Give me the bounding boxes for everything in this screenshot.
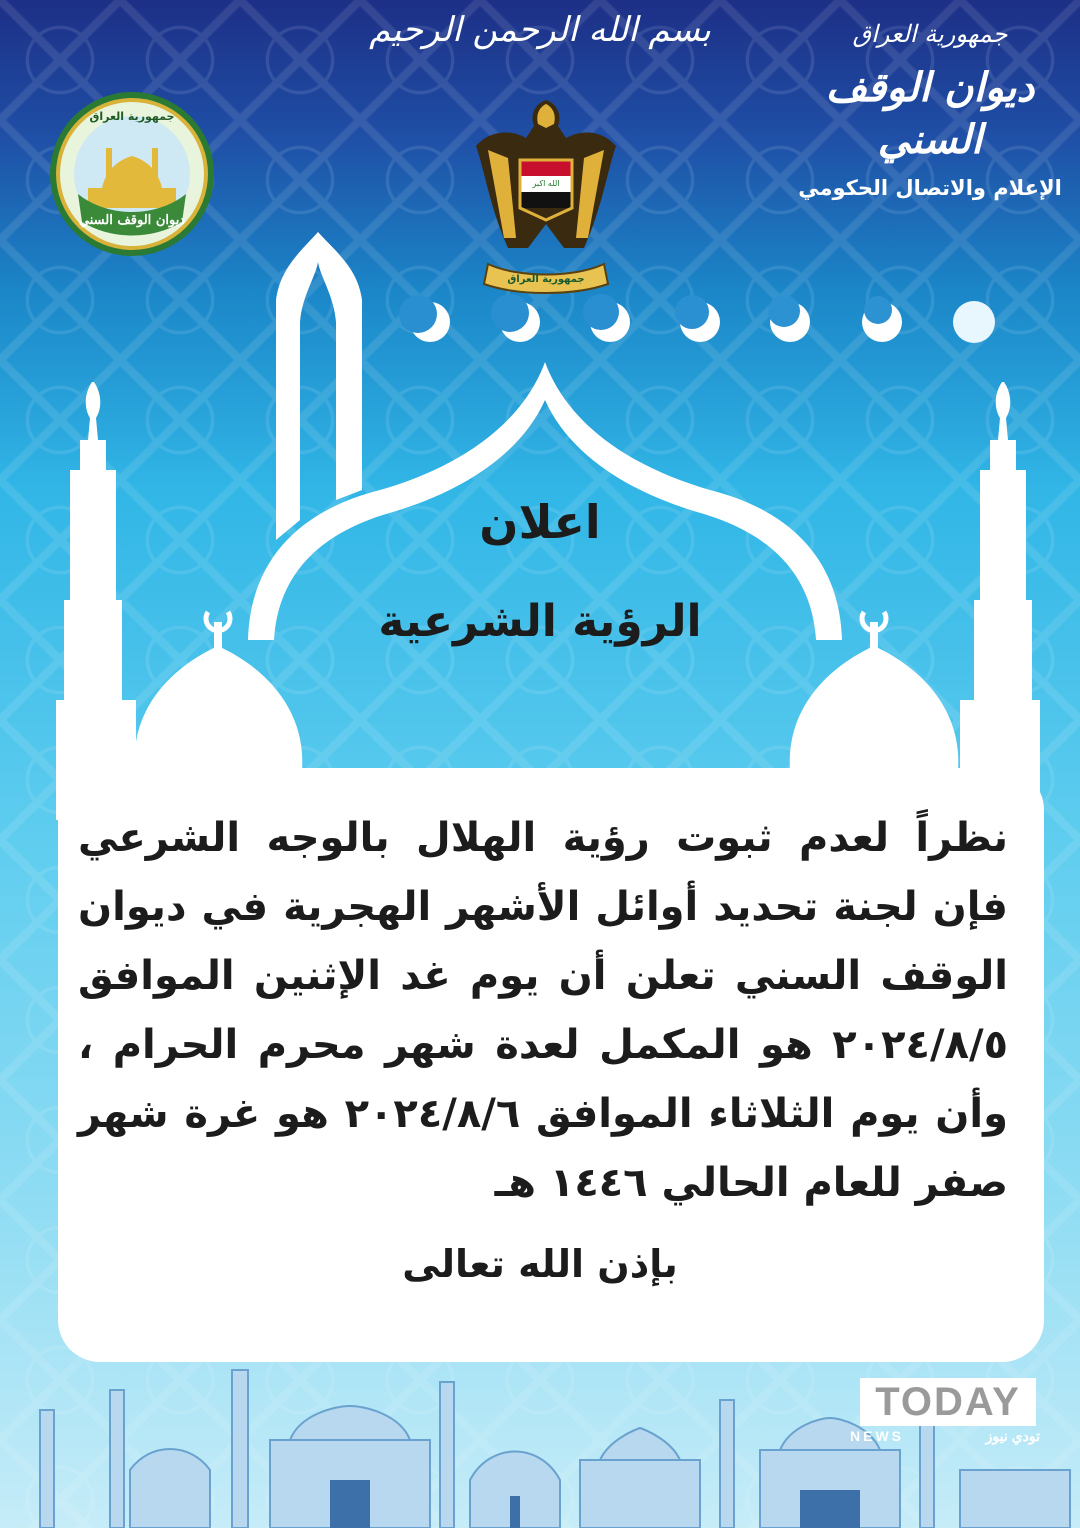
moon-phases-row <box>399 294 995 343</box>
office-name: ديوان الوقف السني <box>825 64 1035 163</box>
today-news-subtitle <box>850 1428 1040 1448</box>
announcement-closing: بإذن الله تعالى <box>402 1242 678 1286</box>
logo-banner-text: ديوان الوقف السني <box>78 213 186 228</box>
iraq-eagle-emblem-icon <box>468 98 624 298</box>
announcement-title: اعلان <box>479 495 601 549</box>
announcement-subtitle: الرؤية الشرعية <box>378 596 702 647</box>
republic-label: جمهورية العراق <box>852 20 1008 48</box>
logo-ring-text: جمهورية العراق <box>89 110 175 123</box>
department-name: الإعلام والاتصال الحكومي <box>798 176 1062 200</box>
today-news-logo: TODAY <box>860 1378 1036 1426</box>
emblem-scroll-text: جمهورية العراق <box>507 274 585 285</box>
basmala: بسم الله الرحمن الرحيم <box>369 10 711 50</box>
today-news-en: NEWS <box>850 1428 904 1444</box>
emblem-flag-text: الله اكبر <box>532 179 560 188</box>
today-news-ar: تودي نيوز <box>985 1428 1040 1444</box>
sunni-endowment-logo-icon <box>48 90 216 258</box>
office-header <box>790 20 1070 200</box>
announcement-body: نظراً لعدم ثبوت رؤية الهلال بالوجه الشرعي فإن لجنة تحديد أوائل الأشهر الهجرية في ديوان الوقف السني تعلن أن يوم غد الإثنين الموافق ٢٠٢٤/٨/٥ هو المكمل لعدة شهر محرم الحرام ، وأن يوم الثلاثاء الموافق ٢٠٢٤/٨/٦ هو غرة شهر صفر للعام الحالي ١٤٤٦ هـ <box>78 815 1008 1206</box>
